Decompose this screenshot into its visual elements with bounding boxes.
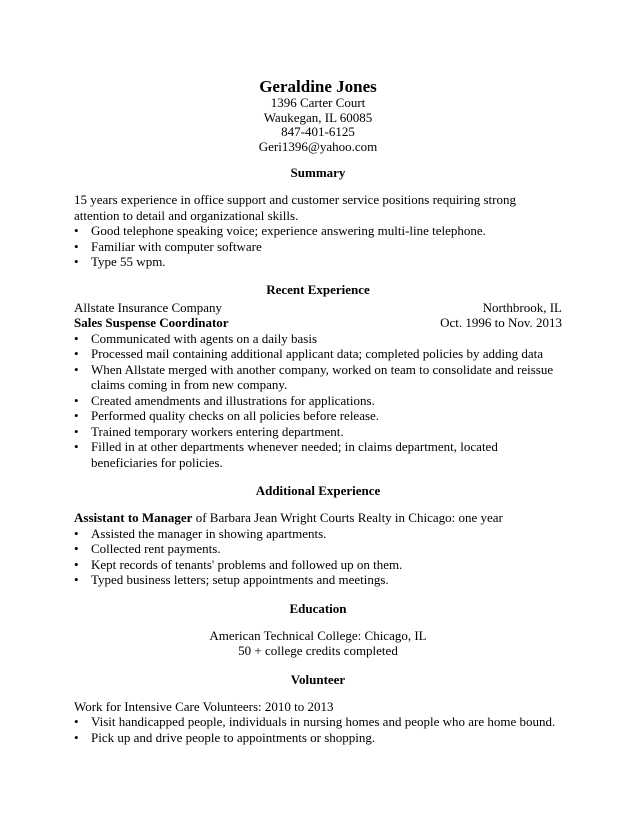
- summary-heading: Summary: [290, 165, 346, 180]
- company-location: Northbrook, IL: [482, 299, 562, 315]
- list-item: • Assisted the manager in showing apartments.: [74, 525, 327, 541]
- job-title: Sales Suspense Coordinator: [74, 315, 229, 330]
- email-address: Geri1396@yahoo.com: [258, 138, 378, 154]
- additional-detail: of Barbara Jean Wright Courts Realty in Chicago: one year: [192, 510, 503, 525]
- volunteer-bullets: [74, 714, 562, 745]
- bullet-marker: •: [74, 254, 79, 269]
- bullet-marker: •: [74, 572, 79, 587]
- bullet-marker: •: [74, 238, 79, 254]
- bullet-marker: •: [74, 330, 79, 346]
- education-heading: Education: [289, 600, 347, 616]
- list-item: • Trained temporary workers entering department.: [74, 423, 344, 439]
- summary-intro: 15 years experience in office support and customer service positions requiring strong attention to detail and organizational skills.: [74, 192, 516, 223]
- list-item: • Type 55 wpm.: [74, 254, 166, 269]
- list-item: • Visit handicapped people, individuals in nursing homes and people who are home bound.: [74, 714, 556, 729]
- list-item: • Performed quality checks on all policies before release.: [74, 408, 380, 423]
- list-item: • Pick up and drive people to appointments or shopping.: [74, 729, 376, 745]
- additional-experience-heading: Additional Experience: [255, 483, 381, 498]
- bullet-marker: •: [74, 408, 79, 423]
- job-title-row: [74, 315, 562, 331]
- candidate-name: Geraldine Jones: [259, 77, 377, 96]
- education-school: American Technical College: Chicago, IL: [209, 627, 427, 643]
- summary-bullets: [74, 223, 562, 270]
- bullet-marker: •: [74, 392, 79, 408]
- list-item: • Good telephone speaking voice; experience answering multi-line telephone.: [74, 223, 486, 238]
- address-line-2: Waukegan, IL 60085: [263, 109, 373, 125]
- volunteer-heading: Volunteer: [290, 671, 346, 687]
- additional-position-line: [74, 510, 562, 526]
- bullet-marker: •: [74, 346, 79, 361]
- list-item: • Filled in at other departments whenever needed; in claims department, located beneficiaries for policies.: [74, 439, 498, 470]
- company-name: Allstate Insurance Company: [74, 299, 223, 315]
- bullet-marker: •: [74, 439, 79, 454]
- list-item: • Collected rent payments.: [74, 541, 221, 556]
- phone-number: 847-401-6125: [281, 124, 355, 139]
- additional-bullets: [74, 526, 562, 588]
- list-item: • Processed mail containing additional applicant data; completed policies by adding data: [74, 346, 543, 361]
- bullet-marker: •: [74, 541, 79, 556]
- resume-header: [74, 77, 562, 154]
- bullet-marker: •: [74, 525, 79, 541]
- job-dates: Oct. 1996 to Nov. 2013: [440, 315, 562, 330]
- list-item: • When Allstate merged with another company, worked on team to consolidate and reissue claims coming in from new company.: [74, 361, 554, 392]
- list-item: • Communicated with agents on a daily basis: [74, 330, 318, 346]
- recent-bullets: [74, 331, 562, 471]
- bullet-marker: •: [74, 361, 79, 377]
- bullet-marker: •: [74, 556, 79, 572]
- bullet-marker: •: [74, 423, 79, 439]
- list-item: • Kept records of tenants' problems and followed up on them.: [74, 556, 403, 572]
- bullet-marker: •: [74, 714, 79, 729]
- address-line-1: 1396 Carter Court: [270, 95, 366, 110]
- recent-experience-heading: Recent Experience: [266, 281, 370, 297]
- bullet-marker: •: [74, 729, 79, 745]
- list-item: • Typed business letters; setup appointments and meetings.: [74, 572, 389, 587]
- bullet-marker: •: [74, 223, 79, 238]
- list-item: • Familiar with computer software: [74, 238, 262, 254]
- education-credits: 50 + college credits completed: [238, 643, 398, 658]
- resume-page: [74, 77, 562, 745]
- volunteer-intro: Work for Intensive Care Volunteers: 2010 to 2013: [74, 698, 334, 714]
- list-item: • Created amendments and illustrations for applications.: [74, 392, 375, 408]
- additional-position: Assistant to Manager: [74, 510, 193, 525]
- job-company-row: [74, 300, 562, 316]
